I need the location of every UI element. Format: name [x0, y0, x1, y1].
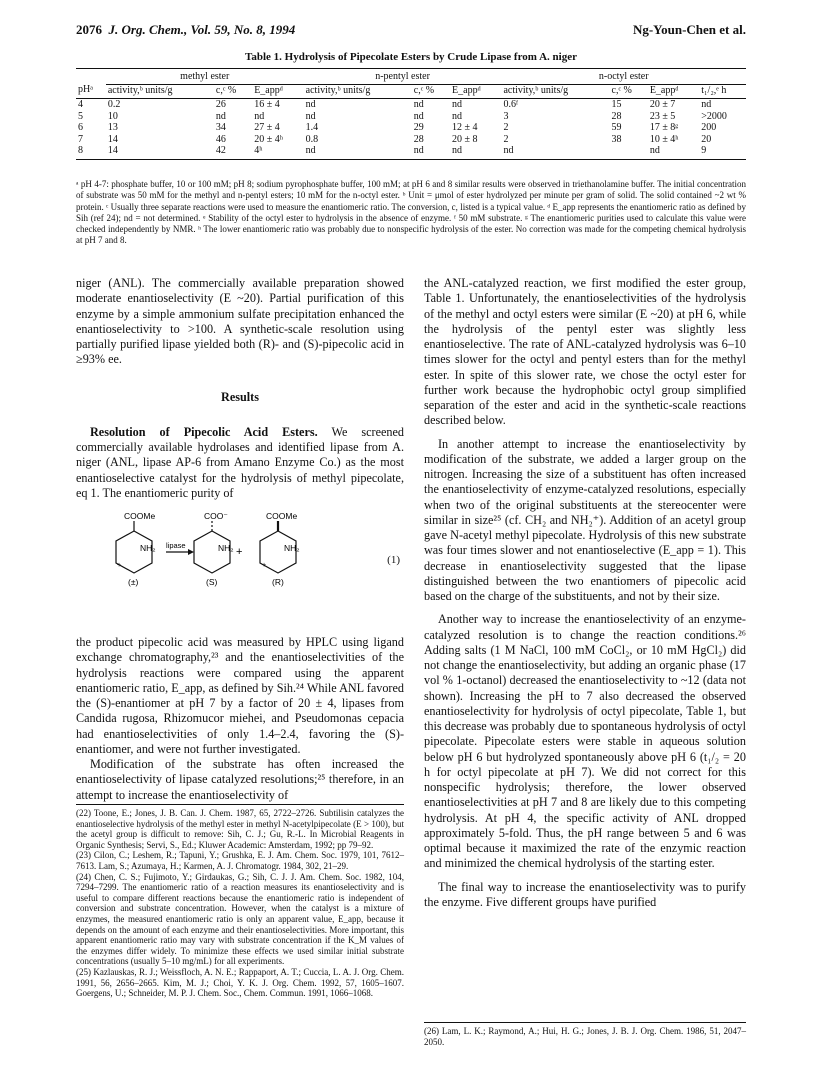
header-authors: Ng-Youn-Chen et al.: [632, 22, 746, 37]
table-cell: 3: [503, 110, 509, 122]
scheme-label: (±): [128, 577, 139, 587]
intro-paragraph: niger (ANL). The commercially available preparation showed moderate enantioselectivity (E ~20). Partial purification of this enzyme by a simple ammonium sulfate precipitation enhanced the enantioselectivity to >100. A synthetic-scale resolution using partially purified lipase yielded both (R)- and (S)-pipecolic acid in ≥93% ee.: [76, 276, 404, 367]
table-cell: nd: [452, 110, 463, 122]
table-cell: 46: [215, 133, 226, 145]
table-cell: 10 ± 4ʰ: [649, 133, 679, 145]
results-paragraph-3: Modification of the substrate has often increased the enantioselectivity of lipase catalyzed resolutions;²⁵ therefore, in an attempt to increase the enantioselectivity of: [76, 757, 404, 802]
table-cell: [610, 145, 648, 159]
table-cell: 16 ± 4: [254, 99, 280, 110]
table-col-header: E_appᵈ: [450, 84, 501, 99]
reaction-scheme: [76, 509, 404, 629]
results-text: We screened commercially available hydrolases and identified lipase from A. niger (ANL, lipase AP-6 from Amano Enzyme Co.) as the most enantioselective catalyst for the hydrolysis of methyl pipecolate, eq 1. The enantiomeric purity of: [76, 424, 405, 500]
scheme-label: NH₂: [140, 543, 156, 553]
table-col-header: c,ᶜ %: [412, 84, 450, 99]
table-cell: 14: [107, 133, 118, 145]
scheme-label: NH₂: [284, 543, 300, 553]
results-table: [76, 68, 746, 160]
table-cell: 15: [611, 99, 622, 110]
table-group-header: [76, 69, 746, 85]
table-footnotes: ᵃ pH 4-7: phosphate buffer, 10 or 100 mM; pH 8; sodium pyrophosphate buffer, 100 mM; at pH 6 and 8 similar results were observed in triethanolamine buffer. The initial concentration of substrate was 50 mM for the methyl and n-pentyl esters; 10 mM for the n-octyl ester. ᵇ Unit = μmol of ester hydrolyzed per minute per gram of solid. The solid contained ~2 wt % protein. ᶜ Usually three separate reactions were used to measure the enantiomeric ratio. The conversion, c, listed is a typical value. ᵈ E_app represents the enantiomeric ratio as defined by Sih (ref 24); nd = not determined. ᵉ Stability of the octyl ester to hydrolysis in the absence of enzyme. ᶠ 50 mM substrate. ᵍ The enantiomeric purities used to calculate this value were checked independently by NMR. ʰ The lower enantiomeric ratio was probably due to nonspecific hydrolysis of the ester. No correction was made for the competing chemical hydrolysis at pH 7 and 8.: [76, 179, 746, 246]
table-col-header: E_appᵈ: [252, 84, 303, 99]
header-left: [76, 22, 295, 38]
table-cell: 28: [611, 110, 622, 122]
results-paragraph: [76, 425, 404, 501]
table-cell: nd: [452, 99, 463, 110]
table-cell: 34: [215, 122, 226, 133]
scheme-label: +: [236, 546, 243, 558]
table-cell: 9: [699, 145, 746, 159]
table-col-header: t₁/₂,ᵉ h: [699, 84, 746, 99]
table-cell: 10: [107, 110, 118, 122]
reference-item: (22) Toone, E.; Jones, J. B. Can. J. Chem. 1987, 65, 2722–2726. Subtilisin catalyzes the enantioselective hydrolysis of the methyl ester in methyl N-acetylpipecolate (E > 100), but the acetyl group is difficult to remove: Sih, C. J.; Gu, R.-L. In Microbial Reagents in Organic Synthesis; Servi, S., Ed.; Kluwer Academic: Amsterdam, 1992; pp 79–92.: [76, 808, 404, 850]
running-header: [76, 22, 746, 42]
table-cell: nd: [648, 145, 699, 159]
results-paragraph-2: the product pipecolic acid was measured by HPLC using ligand exchange chromatography,²³ and the enantioselectivities of the hydrolysis reactions were compared using the apparent enantiomeric ratio, E_app, as defined by Sih.²⁴ While ANL favored the (S)-enantiomer at pH 7 by a factor of 20 ± 4, lipases from Candida rugosa, Rhizomucor miehei, and Pseudomonas cepacia had enantioselectivities of only 1.4–2.4, favoring the (S)-enantiomer, and were not further investigated.: [76, 635, 404, 756]
table-cell: 28: [413, 133, 424, 145]
scheme-label: COOMe: [266, 511, 298, 521]
subsection-heading: Resolution of Pipecolic Acid Esters.: [90, 424, 318, 439]
table-cell: nd: [701, 99, 712, 110]
arrow-head: [188, 549, 194, 555]
table-col-header: pHᵃ: [76, 84, 106, 99]
scheme-label: COO⁻: [204, 511, 228, 521]
right-paragraph-4: The final way to increase the enantioselectivity was to purify the enzyme. Five different groups have purified: [424, 879, 746, 909]
table-cell: 2: [503, 133, 509, 145]
table-row: [76, 122, 746, 134]
table-cell: 200: [701, 122, 717, 133]
table-row: [76, 134, 746, 146]
table-col-header: activity,ᵇ units/g: [501, 84, 609, 99]
table-cell: nd: [450, 145, 501, 159]
table-cell: 42: [214, 145, 252, 159]
table-group-methyl: methyl ester: [106, 69, 304, 85]
table-cell: 38: [611, 133, 622, 145]
reference-item: (26) Lam, L. K.; Raymond, A.; Hui, H. G.; Jones, J. B. J. Org. Chem. 1986, 51, 2047–2050.: [424, 1026, 746, 1047]
table-cell: 4: [78, 99, 83, 110]
right-paragraph-1: the ANL-catalyzed reaction, we first modified the ester group, Table 1. Unfortunately, the enantioselectivities of the hydrolysis of the methyl and octyl esters were similar (E ~20) at pH 6, while the hydrolysis of the pentyl ester was slightly less enantioselective. The rate of ANL-catalyzed hydrolysis was 6–10 times slower for the octyl and pentyl esters than for the methyl ester. In spite of this slower rate, we chose the octyl ester for further work because the hydrophobic octyl group simplified separation of the ester and acid in the synthetic-scale reactions described below.: [424, 276, 746, 428]
table-cell: 59: [611, 122, 622, 133]
table-cell: nd: [305, 99, 316, 110]
table-group-pentyl: n-pentyl ester: [304, 69, 502, 85]
table-col-header: E_appᵈ: [648, 84, 699, 99]
reference-item: (25) Kazlauskas, R. J.; Weissfloch, A. N. E.; Rappaport, A. T.; Cuccia, L. A. J. Org. Chem. 1991, 56, 2656–2665. Kim, M. J.; Choi, Y. K. J. Org. Chem. 1992, 57, 1605–1607. Goergens, U.; Schneider, M. P. J. Chem. Soc., Chem. Commun. 1991, 1066–1068.: [76, 966, 404, 999]
scheme-label: COOMe: [124, 511, 156, 521]
table-cell: 4ʰ: [252, 145, 303, 159]
right-paragraph-2: In another attempt to increase the enantioselectivity by modification of the substrate, we added a larger group on the nitrogen. Increasing the size of a substituent has often increased the enantioselectivity of enzyme-catalyzed resolutions, especially when two of the original substituents at the stereocenter were similar in size²⁵ (cf. CH₂ and NH₂⁺). Addition of an acetyl group gave N-acetyl methyl pipecolate. Hydrolysis of this new substrate was four times slower and not enantioselective (E_app = 1). This decrease in enantioselectivity suggested that the lipase distinguished between the two enantiomers of pipecolic acid based on the charge of the substituents, and not by their size.: [424, 436, 746, 603]
journal-citation: J. Org. Chem., Vol. 59, No. 8, 1994: [108, 22, 296, 37]
scheme-label: lipase: [166, 541, 186, 550]
table-cell: nd: [304, 145, 412, 159]
table-cell: 20 ± 4ʰ: [254, 133, 283, 145]
references-right: [424, 1022, 746, 1047]
table-group-octyl: n-octyl ester: [501, 69, 746, 85]
table-cell: 20: [701, 133, 712, 145]
table-cell: 27 ± 4: [254, 122, 280, 133]
table-col-header: c,ᶜ %: [214, 84, 252, 99]
table-cell: 0.6ᶠ: [503, 99, 519, 110]
scheme-label: NH₂: [218, 543, 234, 553]
table-cell: nd: [305, 110, 316, 122]
right-column: [424, 276, 746, 910]
table-caption: Table 1. Hydrolysis of Pipecolate Esters by Crude Lipase from A. niger: [245, 51, 577, 63]
scheme-label: (R): [272, 577, 284, 587]
table-row: [76, 111, 746, 123]
table-cell: 13: [107, 122, 118, 133]
table-cell: nd: [501, 145, 609, 159]
table-row: [76, 145, 746, 159]
table-group-spacer: [76, 69, 106, 85]
reference-item: (23) Cilon, C.; Leshem, R.; Tapuni, Y.; Grushka, E. J. Am. Chem. Soc. 1979, 101, 7612–7613. Lam, S.; Azumaya, H.; Karmen, A. J. Chromatogr. 1984, 302, 21–29.: [76, 850, 404, 871]
table-cell: nd: [412, 145, 450, 159]
table-cell: nd: [215, 110, 226, 122]
table-cell: 12 ± 4: [452, 122, 478, 133]
section-title: Results: [221, 389, 259, 404]
table-col-header: c,ᶜ %: [610, 84, 648, 99]
table-cell: 6: [78, 122, 83, 133]
table-cell: 23 ± 5: [649, 110, 676, 122]
table-col-header: activity,ᵇ units/g: [106, 84, 214, 99]
scheme-label: +: [262, 562, 267, 569]
table-cell: 20 ± 7: [649, 99, 676, 110]
table-row: [76, 99, 746, 111]
table-cell: 0.8: [305, 133, 319, 145]
table-cell: 1.4: [305, 122, 319, 133]
table-cell: 8: [76, 145, 106, 159]
scheme-label: +: [117, 562, 122, 569]
table-cell: 17 ± 8ᵍ: [649, 122, 679, 133]
equation-number: (1): [387, 554, 400, 566]
left-column: [76, 276, 404, 803]
reference-item: (24) Chen, C. S.; Fujimoto, Y.; Girdaukas, G.; Sih, C. J. J. Am. Chem. Soc. 1982, 104, 7294–7299. The enantiomeric ratio of a reaction measures its enantioselectivity and is useful to compare different reactions because the enantiomeric ratio is independent of conversion and substrate concentration. However, when the catalyst is a mixture of enzymes, the measured enantiomeric ratio is only an apparent value, E_app, because it depends on the amount of each enzyme and their enantioselectivities. More important, this apparent enantiomeric ratio may vary with substrate concentration if the K_M values of the enzymes differ widely. To minimize these effects we used similar initial substrate concentrations (usually 5–10 mg/mL) for all experiments.: [76, 871, 404, 967]
references-left: [76, 804, 404, 999]
table-cell: 29: [413, 122, 424, 133]
table-cell: nd: [413, 99, 424, 110]
reaction-scheme-drawing: [76, 509, 376, 629]
table-cell: >2000: [701, 110, 727, 122]
table-cell: 7: [78, 133, 83, 145]
table-cell: nd: [254, 110, 265, 122]
table-cell: nd: [413, 110, 424, 122]
table-cell: 26: [215, 99, 226, 110]
table-column-header: [76, 84, 746, 99]
table-cell: 5: [78, 110, 83, 122]
right-paragraph-3: Another way to increase the enantioselectivity of an enzyme-catalyzed resolution is to change the reaction conditions.²⁶ Adding salts (1 M NaCl, 100 mM CoCl₂, or 10 mM HgCl₂) did not change the enantioselectivity, but adding an organic phase (17 vol % 1-octanol) decreased the enantioselectivity to ~12 (data not shown). Increasing the pH to 7 also decreased the observed enantioselectivity for hydrolysis of octyl pipecolate, Table 1, but this decrease was probably due to spontaneous hydrolysis of octyl pipecolate. Pipecolate esters were stable in aqueous solution below pH 6 but hydrolyzed spontaneously above pH 6 (t₁/₂ = 20 h for octyl pipecolate at pH 7). We did not correct for this nonspecific hydrolysis; therefore, the lower observed enantioselectivities at pH 7 and 8 are likely due to this competing hydrolysis. At pH 4, the specific activity of ANL dropped approximately 5-fold. Thus, the pH range between 5 and 6 was optimal because it maximized the rate of the enzymic reaction and minimized the chemical hydrolysis of the starting ester.: [424, 612, 746, 871]
page-number: 2076: [76, 22, 102, 37]
scheme-label: (S): [206, 577, 218, 587]
table-col-header: activity,ᵇ units/g: [304, 84, 412, 99]
table-cell: 20 ± 8: [452, 133, 478, 145]
table-cell: 14: [106, 145, 214, 159]
table-cell: 2: [503, 122, 509, 133]
table-cell: 0.2: [107, 99, 121, 110]
